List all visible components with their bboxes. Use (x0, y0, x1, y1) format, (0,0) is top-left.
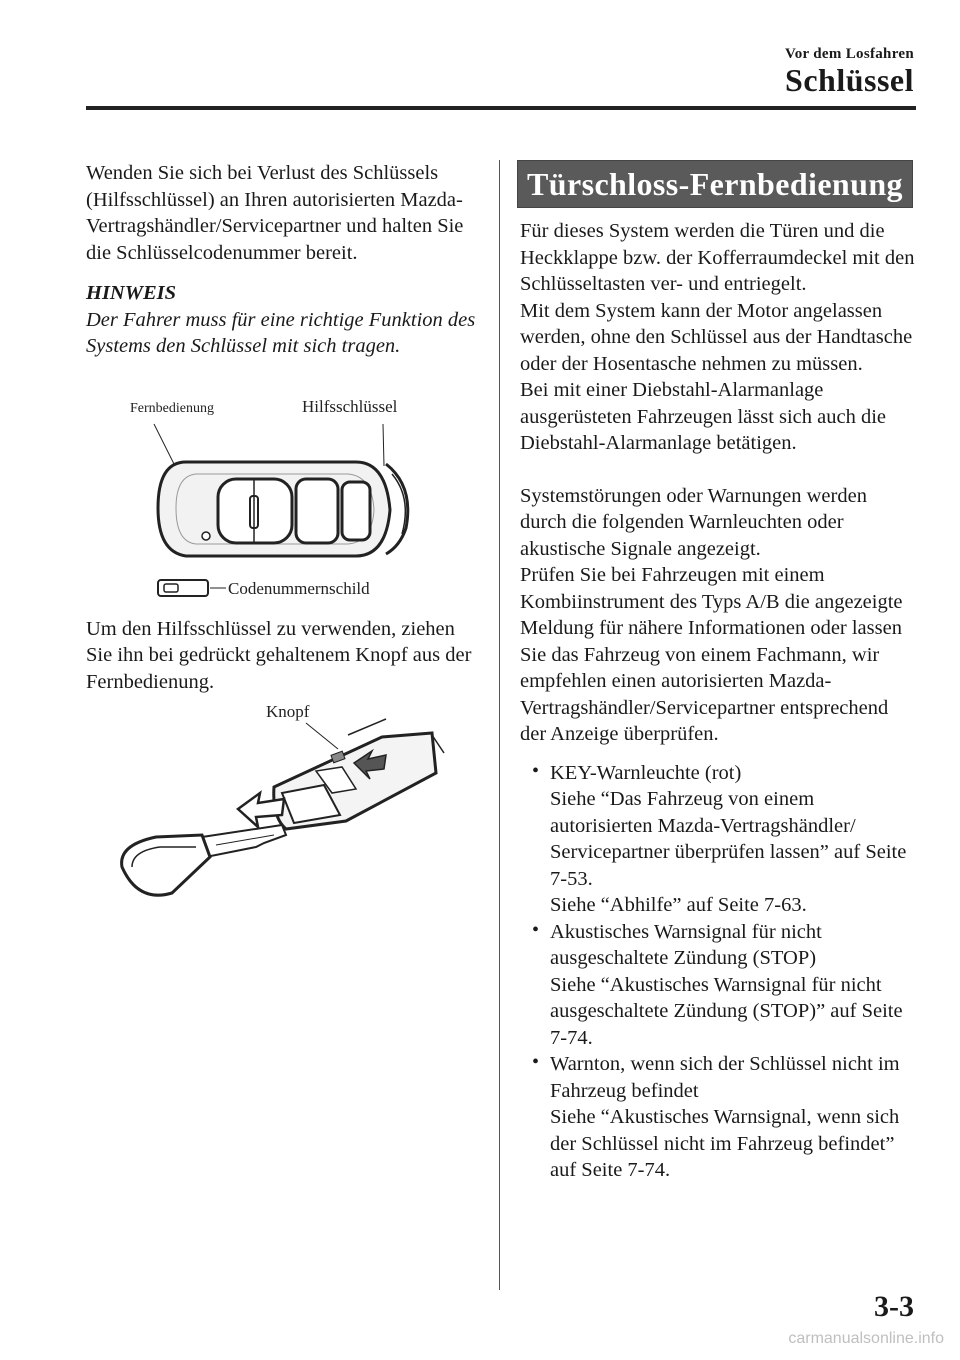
bullet-ref: Siehe “Akustisches Warnsignal für nicht ausgeschaltete Zündung (STOP)” auf Seite 7-74. (550, 973, 903, 1049)
right-column (520, 160, 918, 1184)
list-item (520, 919, 918, 1052)
label-button: Knopf (266, 702, 310, 721)
watermark: carmanualsonline.info (788, 1330, 944, 1347)
system-para-2: Mit dem System kann der Motor angelassen werden, ohne den Schlüssel aus der Handtasche oder der Hosentasche nehmen zu müssen. (520, 299, 913, 375)
page-header-section: Vor dem Losfahren (784, 46, 914, 62)
remote-key-figure (86, 378, 481, 608)
label-code-plate: Codenummernschild (228, 578, 370, 598)
aux-key-removal-figure (86, 697, 481, 947)
system-para-4: Systemstörungen oder Warnungen werden durch die folgenden Warnleuchten oder akustische Signale angezeigt. (520, 484, 867, 560)
page-header-chapter: Schlüssel (785, 62, 914, 98)
left-column (86, 160, 481, 947)
note-heading: HINWEIS (86, 282, 177, 304)
label-remote: Fernbedienung (130, 400, 214, 416)
note-text: Der Fahrer muss für eine richtige Funktion des Systems den Schlüssel mit sich tragen. (86, 308, 476, 357)
list-item (520, 760, 918, 919)
bullet-title: Akustisches Warnsignal für nicht ausgeschaltete Zündung (STOP) (550, 920, 822, 969)
system-para-5: Prüfen Sie bei Fahrzeugen mit einem Kombiinstrument des Typs A/B die angezeigte Meldung für nähere Informationen oder lassen Sie das Fahrzeug von einem Fachmann, wir empfehlen einen autorisierten Mazda-Vertragshändler/Servicepartner entsprechend der Anzeige überprüfen. (520, 564, 903, 745)
aux-key-instruction: Um den Hilfsschlüssel zu verwenden, ziehen Sie ihn bei gedrückt gehaltenem Knopf aus der Fernbedienung. (86, 617, 472, 693)
section-banner: Türschloss-Fernbedienung (517, 160, 913, 208)
column-divider (499, 160, 500, 1290)
page-number: 3-3 (874, 1290, 914, 1323)
bullet-dot-icon: • (532, 1051, 540, 1073)
bullet-ref: Siehe “Das Fahrzeug von einem autorisierten Mazda-Vertragshändler/ Servicepartner überprüfen lassen” auf Seite 7-53. (550, 788, 907, 890)
lost-key-paragraph: Wenden Sie sich bei Verlust des Schlüssels (Hilfsschlüssel) an Ihren autorisierten Mazda-Vertragshändler/Servicepartner und halten Sie die Schlüsselcodenummer bereit. (86, 162, 464, 264)
bullet-dot-icon: • (532, 759, 540, 782)
system-para-3: Bei mit einer Diebstahl-Alarmanlage ausgerüsteten Fahrzeugen lässt sich auch die Diebstahl-Alarmanlage betätigen. (520, 379, 887, 454)
bullet-dot-icon: • (532, 918, 540, 941)
bullet-ref: Siehe “Akustisches Warnsignal, wenn sich der Schlüssel nicht im Fahrzeug befindet” auf Seite 7-74. (550, 1106, 900, 1181)
label-aux-key: Hilfsschlüssel (302, 396, 398, 416)
list-item (520, 1051, 918, 1184)
warning-list (520, 760, 918, 1184)
bullet-ref: Siehe “Abhilfe” auf Seite 7-63. (550, 894, 807, 916)
system-para-1: Für dieses System werden die Türen und die Heckklappe bzw. der Kofferraumdeckel mit den Schlüsseltasten ver- und entriegelt. (520, 220, 915, 295)
header-rule (86, 106, 916, 110)
bullet-title: Warnton, wenn sich der Schlüssel nicht im Fahrzeug befindet (550, 1053, 900, 1102)
bullet-title: KEY-Warnleuchte (rot) (550, 761, 742, 784)
